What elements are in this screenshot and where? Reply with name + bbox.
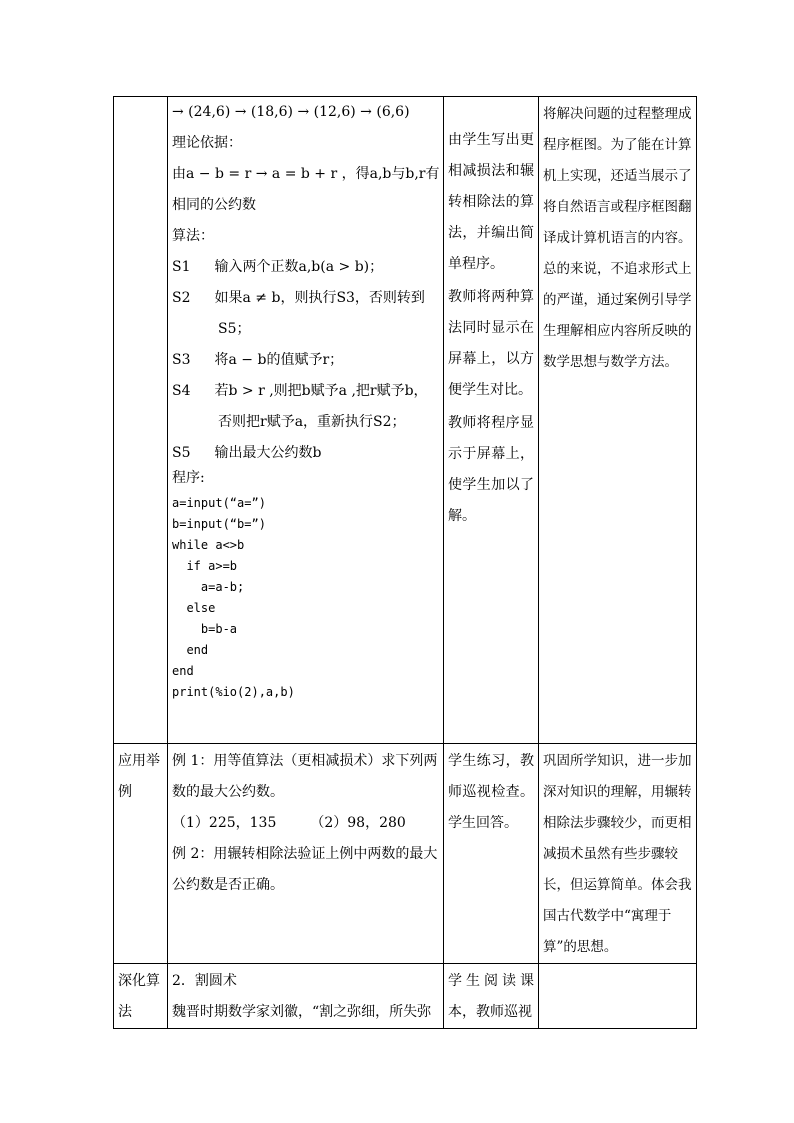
row-label: 应用举例 <box>114 744 168 964</box>
activity-cell <box>444 744 539 964</box>
step-s2: S2 如果a ≠ b，则执行S3，否则转到 <box>172 290 425 306</box>
activity-cell <box>444 97 539 744</box>
activity-text-1: 由学生写出更相减损法和辗转相除法的算法，并编出简单程序。 <box>448 132 534 272</box>
step-s4-cont: 否则把r赋予a，重新执行S2； <box>218 414 406 430</box>
row-label <box>114 97 168 744</box>
step-s1: S1 输入两个正数a,b(a > b)； <box>172 259 384 275</box>
theory-title: 理论依据： <box>172 135 242 151</box>
intent-cell <box>539 964 697 1029</box>
step-s3: S3 将a − b的值赋予r； <box>172 352 344 368</box>
example-1-items: （1）225，135 （2）98，280 <box>172 815 406 831</box>
table-row <box>114 744 697 964</box>
intent-text <box>543 964 692 966</box>
table-row <box>114 964 697 1029</box>
table-row <box>114 97 697 744</box>
program-title: 程序: <box>172 470 205 486</box>
content-cell <box>168 744 444 964</box>
code-block: a=input(“a=”) b=input(“b=”) while a<>b if a>=b a=a-b; else b=b-a end end print(%io(2),a,b) <box>172 496 295 699</box>
section-title: 2．割圆术 <box>172 973 237 989</box>
intent-text: 将解决问题的过程整理成程序框图。为了能在计算机上实现，还适当展示了将自然语言或程序框图翻译成计算机语言的内容。总的来说，不追求形式上的严谨，通过案例引导学生理解相应内容所反映的数学思想与数学方法。 <box>543 106 692 370</box>
activity-text: 学生练习，教师巡视检查。学生回答。 <box>448 753 534 831</box>
step-s2-cont: S5； <box>218 321 251 337</box>
sequence-line: → (24,6) → (18,6) → (12,6) → (6,6) <box>172 104 410 120</box>
activity-text-3: 教师将程序显示于屏幕上，使学生加以了解。 <box>448 415 534 524</box>
example-1: 例 1：用等值算法（更相减损术）求下列两数的最大公约数。 <box>172 753 438 800</box>
step-s4: S4 若b > r ,则把b赋予a ,把r赋予b， <box>172 383 428 399</box>
example-2: 例 2：用辗转相除法验证上例中两数的最大公约数是否正确。 <box>172 846 438 893</box>
algorithm-title: 算法： <box>172 228 214 244</box>
intent-cell <box>539 744 697 964</box>
step-s5: S5 输出最大公约数b <box>172 445 322 461</box>
content-cell <box>168 97 444 744</box>
lesson-plan-table <box>113 96 697 1029</box>
intent-cell <box>539 97 697 744</box>
activity-cell <box>444 964 539 1029</box>
theory-text: 由a − b = r → a = b + r ，得a,b与b,r有 <box>172 166 440 182</box>
section-text: 魏晋时期数学家刘徽，“割之弥细，所失弥 <box>172 1004 432 1020</box>
activity-text-2: 教师将两种算法同时显示在屏幕上，以方便学生对比。 <box>448 289 534 398</box>
intent-text: 巩固所学知识，进一步加深对知识的理解，用辗转相除法步骤较少，而更相减损术虽然有些步骤较长，但运算简单。体会我国古代数学中“寓理于算”的思想。 <box>543 753 692 955</box>
row-label: 深化算法 <box>114 964 168 1029</box>
theory-text-2: 相同的公约数 <box>172 197 256 213</box>
activity-text: 学生阅读课本，教师巡视 <box>448 973 534 1020</box>
content-cell <box>168 964 444 1029</box>
